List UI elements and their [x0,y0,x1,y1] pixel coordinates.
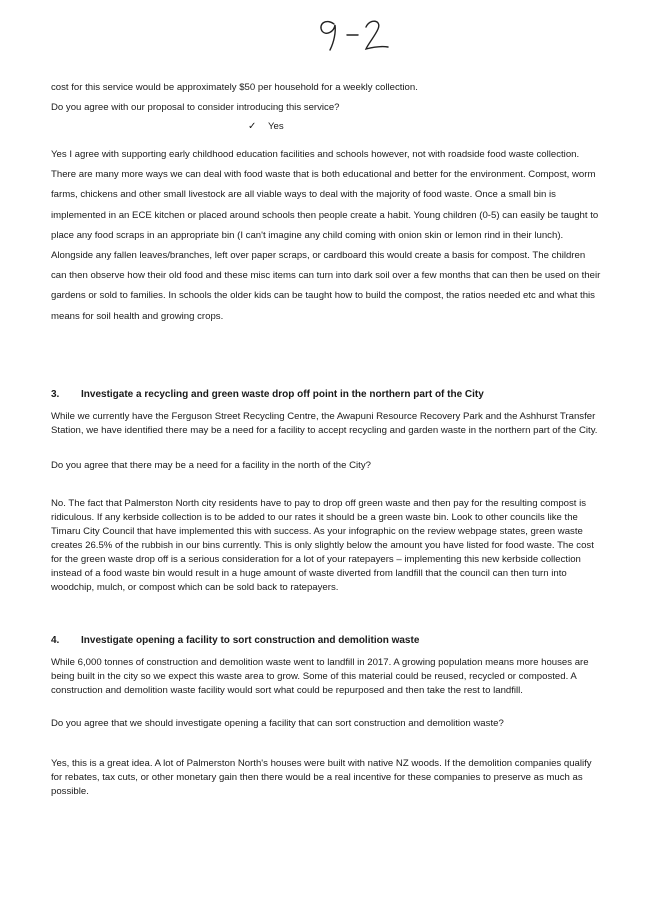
section4-title: Investigate opening a facility to sort construction and demolition waste [81,635,420,646]
section4-number: 4. [51,635,60,646]
section4-response: Yes, this is a great idea. A lot of Palmerston North's houses were built with native NZ woods. If the demolition companies qualify for rebates, tax cuts, or other monetary gain then there would be a real incentive for these companies to preserve as much as possible. [51,758,592,797]
section3-question: Do you agree that there may be a need for a facility in the north of the City? [51,460,371,471]
section3-heading [51,389,484,400]
section3-description: While we currently have the Ferguson Street Recycling Centre, the Awapuni Resource Recovery Park and the Ashhurst Transfer Station, we have identified there may be a need for a facility to accept recycling and garden waste in the northern part of the City. [51,411,598,436]
section3-number: 3. [51,389,60,400]
section4-question: Do you agree that we should investigate opening a facility that can sort construction and demolition waste? [51,718,504,729]
cost-line: cost for this service would be approximately $50 per household for a weekly collection. [51,82,418,93]
answer-yes-label: Yes [268,121,284,132]
handwritten-page-marker [300,14,410,54]
section2-question: Do you agree with our proposal to consider introducing this service? [51,102,340,113]
section4-description: While 6,000 tonnes of construction and demolition waste went to landfill in 2017. A growing population means more houses are being built in the city so we expect this waste area to grow. Some of this material could be reused, recycled or composted. A construction and demolition waste facility would sort what could be repurposed and then take the rest to landfill. [51,657,589,696]
section3-response: No. The fact that Palmerston North city residents have to pay to drop off green waste and then pay for the resulting compost is ridiculous. If any kerbside collection is to be added to our rates it should be a green waste bin. Look to other councils like the Timaru City Council that have implemented this with success. As your infographic on the review webpage states, green waste creates 26.5% of the rubbish in our bins currently. This is only slightly below the amount you have listed for food waste. The cost for the green waste drop off is a serious consideration for a lot of your ratepayers – implementing this new kerbside collection instead of a food waste bin would result in a huge amount of waste diverted from landfill that the council can then turn into woodchip, mulch, or compost which can be sold back to ratepayers. [51,498,594,593]
section4-heading [51,635,419,646]
checkmark-icon: ✓ [248,121,257,132]
section2-response: Yes I agree with supporting early childhood education facilities and schools however, not with roadside food waste collection. There are many more ways we can deal with food waste that is both educational and better for the environment. Compost, worm farms, chickens and other small livestock are all viable ways to deal with the majority of food waste. Once a small bin is implemented in an ECE kitchen or placed around schools then people create a habit. Young children (0-5) can easily be taught to place any food scraps in an appropriate bin (I can't imagine any child coming with onion skin or lemon rind in their lunch). Alongside any fallen leaves/branches, left over paper scraps, or cardboard this would create a basis for compost. The children can then observe how their old food and these misc items can turn into dark soil over a few months that can then be used on their gardens or sold to families. In schools the older kids can be taught how to build the compost, the ratios needed etc and what this means for soil health and growing crops. [51,149,601,322]
section3-title: Investigate a recycling and green waste drop off point in the northern part of the City [81,389,484,400]
